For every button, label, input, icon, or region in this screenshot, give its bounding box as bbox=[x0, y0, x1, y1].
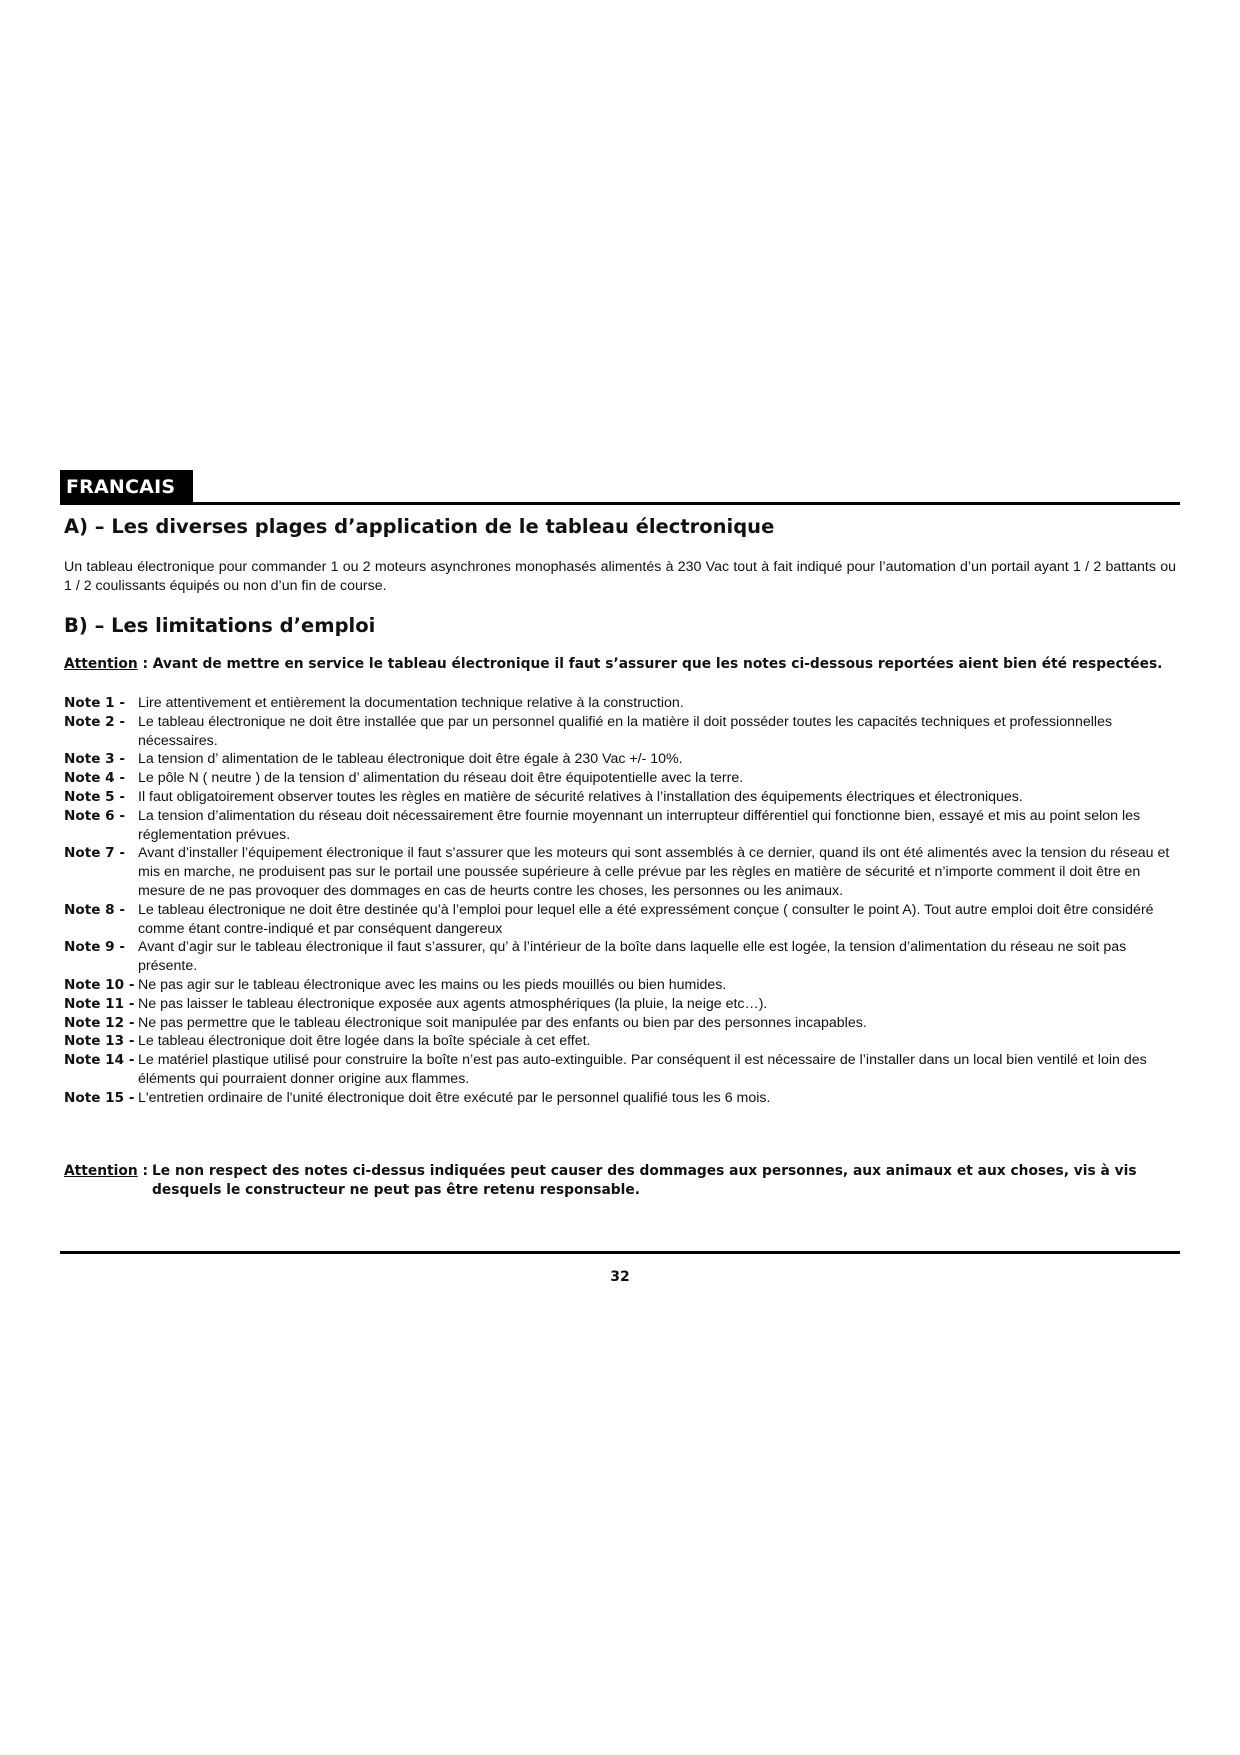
note-text: Ne pas laisser le tableau électronique exposée aux agents atmosphériques (la pluie, la neige etc…). bbox=[138, 995, 768, 1012]
list-item bbox=[64, 769, 1180, 788]
bottom-divider bbox=[60, 1251, 1180, 1254]
note-label: Note 5 - bbox=[64, 788, 125, 805]
section-a-heading: A) – Les diverses plages d’application de le tableau électronique bbox=[64, 515, 775, 538]
note-text: Lire attentivement et entièrement la documentation technique relative à la construction. bbox=[138, 695, 684, 711]
list-item bbox=[64, 694, 1180, 713]
list-item bbox=[64, 1014, 1180, 1033]
note-label: Note 7 - bbox=[64, 845, 125, 862]
attention-label: Attention bbox=[64, 656, 138, 672]
note-label: Note 12 - bbox=[64, 1014, 135, 1031]
attention-notice bbox=[64, 655, 1180, 674]
list-item bbox=[64, 1032, 1180, 1051]
note-text: La tension d’ alimentation de le tableau électronique doit être égale à 230 Vac +/- 10%. bbox=[138, 751, 683, 768]
list-item bbox=[64, 713, 1180, 751]
final-attention-notice bbox=[64, 1162, 1180, 1200]
list-item bbox=[64, 1089, 1180, 1108]
note-label: Note 10 - bbox=[64, 976, 135, 993]
note-label: Note 1 - bbox=[64, 695, 125, 711]
note-label: Note 6 - bbox=[64, 807, 125, 824]
note-label: Note 13 - bbox=[64, 1033, 135, 1050]
section-b-heading: B) – Les limitations d’emploi bbox=[64, 614, 376, 637]
note-text: Il faut obligatoirement observer toutes les règles en matière de sécurité relatives à l’installation des équipements électriques et électroniques. bbox=[138, 788, 1023, 805]
note-text: Avant d’agir sur le tableau électronique il faut s’assurer, qu’ à l’intérieur de la boîte dans laquelle elle est logée, la tension d’alimentation du réseau ne soit pas présente. bbox=[138, 939, 1127, 975]
list-item bbox=[64, 995, 1180, 1014]
list-item bbox=[64, 788, 1180, 807]
final-attention-label: Attention bbox=[64, 1163, 138, 1179]
note-label: Note 4 - bbox=[64, 770, 125, 787]
final-attention-label-wrap bbox=[64, 1162, 152, 1200]
final-attention-separator: : bbox=[137, 1163, 149, 1179]
note-label: Note 11 - bbox=[64, 995, 135, 1012]
list-item bbox=[64, 901, 1180, 939]
note-text: Le pôle N ( neutre ) de la tension d’ alimentation du réseau doit être équipotentielle avec la terre. bbox=[138, 770, 744, 787]
note-label: Note 3 - bbox=[64, 751, 125, 768]
list-item bbox=[64, 807, 1180, 845]
notes-list bbox=[64, 694, 1180, 1108]
note-text: Avant d’installer l’équipement électronique il faut s’assurer que les moteurs qui sont assemblés à ce dernier, quand ils ont été alimentés avec la tension du réseau et mis en marche, ne produisent pas sur le portail une poussée supérieure à celle prévue par les règles en matière de sécurité et n’importe comment il doit être en mesure de ne pas provoquer des dommages en cas de heurts contre les choses, les personnes ou les animaux. bbox=[138, 845, 1170, 899]
top-divider bbox=[60, 502, 1180, 505]
list-item bbox=[64, 750, 1180, 769]
note-label: Note 14 - bbox=[64, 1052, 135, 1069]
note-text: Ne pas permettre que le tableau électronique soit manipulée par des enfants ou bien par des personnes incapables. bbox=[138, 1014, 867, 1031]
note-label: Note 2 - bbox=[64, 713, 125, 730]
section-language-tab: FRANCAIS bbox=[60, 470, 193, 504]
final-attention-text: Le non respect des notes ci-dessus indiquées peut causer des dommages aux personnes, aux animaux et aux choses, vis à vis desquels le constructeur ne peut pas être retenu responsable. bbox=[152, 1163, 1137, 1198]
list-item bbox=[64, 938, 1180, 976]
list-item bbox=[64, 1051, 1180, 1089]
note-text: Le tableau électronique ne doit être destinée qu’à l’emploi pour lequel elle a été expressément conçue ( consulter le point A). Tout autre emploi doit être considéré comme étant contre-indiqué et par conséquent dangereux bbox=[138, 901, 1154, 937]
note-text: Le matériel plastique utilisé pour construire la boîte n’est pas auto-extinguible. Par conséquent il est nécessaire de l’installer dans un local bien ventilé et loin des éléments qui pourraient donner origine aux flammes. bbox=[138, 1052, 1147, 1087]
note-text: La tension d’alimentation du réseau doit nécessairement être fournie moyennant un interrupteur différentiel qui fonctionne bien, essayé et mis au point selon les réglementation prévues. bbox=[138, 807, 1141, 843]
note-label: Note 15 - bbox=[64, 1089, 135, 1106]
note-text: L'entretien ordinaire de l'unité électronique doit être exécuté par le personnel qualifié tous les 6 mois. bbox=[138, 1089, 771, 1106]
note-text: Le tableau électronique doit être logée dans la boîte spéciale à cet effet. bbox=[138, 1033, 591, 1050]
note-label: Note 9 - bbox=[64, 939, 125, 956]
note-text: Ne pas agir sur le tableau électronique avec les mains ou les pieds mouillés ou bien humides. bbox=[138, 976, 727, 993]
note-text: Le tableau électronique ne doit être installée que par un personnel qualifié en la matière il doit posséder toutes les capacités techniques et professionnelles nécessaires. bbox=[138, 713, 1113, 749]
list-item bbox=[64, 844, 1180, 900]
section-a-body: Un tableau électronique pour commander 1 ou 2 moteurs asynchrones monophasés alimentés à 230 Vac tout à fait indiqué pour l’automation d’un portail ayant 1 / 2 battants ou 1 / 2 coulissants équipés ou non d’un fin de course. bbox=[64, 559, 1176, 594]
attention-text: : Avant de mettre en service le tableau électronique il faut s’assurer que les notes ci-dessous reportées aient bien été respectées. bbox=[137, 656, 1163, 672]
list-item bbox=[64, 976, 1180, 995]
page-number: 32 bbox=[610, 1269, 630, 1285]
note-label: Note 8 - bbox=[64, 901, 125, 918]
